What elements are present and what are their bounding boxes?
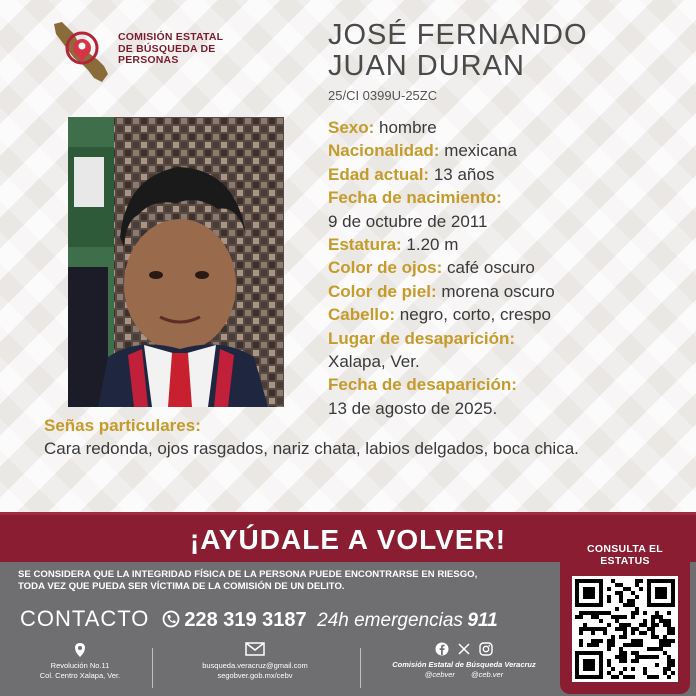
address-line2: Col. Centro Xalapa, Ver. [39,671,121,680]
detail-fecha-value: 13 de agosto de 2025. [328,398,498,418]
photo-illustration [68,117,284,407]
detail-estatura [328,233,688,256]
contact-label: CONTACTO [20,606,150,631]
qr-title-line1: CONSULTA EL [586,543,663,555]
detail-edad-label: Edad actual: [328,164,430,184]
footer-address [20,642,140,681]
detail-piel-label: Color de piel: [328,281,437,301]
location-pin-icon [74,642,86,658]
detail-sexo [328,116,688,139]
detail-sexo-value: hombre [374,118,437,137]
website-url[interactable]: segobver.gob.mx/cebv [217,671,293,680]
risk-warning-line2: TODA VEZ QUE PUEDA SER VÍCTIMA DE LA COMISIÓN DE UN DELITO. [18,581,345,592]
status-qr-panel [560,534,690,694]
footer-social [374,642,554,680]
email-icon [245,642,265,656]
risk-warning [18,569,558,593]
person-name [328,20,678,82]
contact-hours: 24h emergencias [317,610,463,631]
person-photo [68,117,284,407]
detail-lugar-label: Lugar de desaparición: [328,328,516,348]
senas-value: Cara redonda, ojos rasgados, nariz chata, labios delgados, boca chica. [44,439,579,458]
person-name-line2: JUAN DURAN [328,50,525,82]
contact-line [20,606,565,634]
contact-phone[interactable]: 228 319 3187 [184,609,307,631]
email-address[interactable]: busqueda.veracruz@gmail.com [202,661,308,670]
phone-icon [162,610,180,628]
detail-estatura-value: 1.20 m [401,235,459,255]
instagram-icon[interactable] [479,642,493,656]
agency-name-line1: COMISIÓN ESTATAL [118,31,224,43]
detail-ojos [328,256,688,279]
facebook-icon[interactable] [435,642,449,656]
social-icons [374,642,554,658]
footer-contact [170,642,340,681]
agency-name-line3: PERSONAS [118,54,179,66]
qr-title-line2: ESTATUS [600,554,650,567]
social-handles [374,670,554,680]
detail-nacionalidad-label: Nacionalidad: [328,141,440,161]
agency-logo [48,18,238,88]
detail-cabello [328,303,688,326]
senas-label: Señas particulares: [44,416,201,435]
detail-piel-value: morena oscuro [436,281,555,301]
case-id: 25/CI 0399U-25ZC [328,88,438,103]
detail-edad [328,163,688,186]
detail-ojos-label: Color de ojos: [328,258,443,278]
detail-nacionalidad [328,139,688,162]
detail-estatura-label: Estatura: [328,235,402,255]
detail-ojos-value: café oscuro [442,258,535,278]
qr-title [560,544,690,567]
detail-fecha-label: Fecha de desaparición: [328,375,517,395]
detail-piel [328,280,688,303]
detail-nacimiento-label: Fecha de nacimiento: [328,188,502,208]
veracruz-map-icon [48,20,116,86]
detail-nacimiento-value: 9 de octubre de 2011 [328,211,488,231]
detail-cabello-label: Cabello: [328,305,396,325]
detail-nacionalidad-value: mexicana [439,141,517,161]
x-twitter-icon[interactable] [457,642,471,656]
detail-edad-value: 13 años [429,164,495,184]
social-handle-facebook[interactable]: @cebver [424,670,455,679]
social-handle-instagram[interactable]: @ceb.ver [471,670,504,679]
detail-sexo-label: Sexo: [328,118,375,137]
emergency-number[interactable]: 911 [467,610,498,631]
footer-divider [152,648,153,688]
banner-text: ¡AYÚDALE A VOLVER! [189,524,507,555]
person-name-line1: JOSÉ FERNANDO [328,19,588,51]
person-details [328,116,688,420]
detail-cabello-value: negro, corto, crespo [395,305,551,325]
qr-code-icon [575,579,675,679]
social-account-name: Comisión Estatal de Búsqueda Veracruz [392,660,536,669]
address-line1: Revolución No.11 [50,661,110,670]
agency-name [118,32,223,67]
detail-lugar-value: Xalapa, Ver. [328,352,420,372]
status-qr-code[interactable] [572,576,678,682]
agency-name-line2: DE BÚSQUEDA DE [118,42,216,55]
distinguishing-features [44,414,684,460]
risk-warning-line1: SE CONSIDERA QUE LA INTEGRIDAD FÍSICA DE LA PERSONA PUEDE ENCONTRARSE EN RIESGO, [18,569,478,580]
footer-divider [360,648,361,688]
